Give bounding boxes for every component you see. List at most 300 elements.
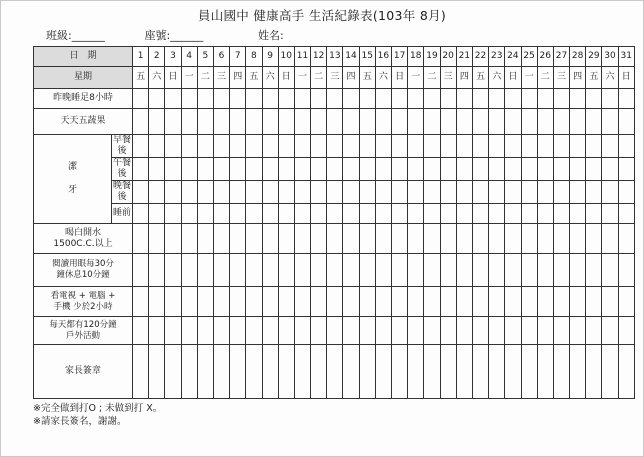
entry-cell[interactable] [262, 254, 278, 287]
entry-cell[interactable] [165, 224, 181, 254]
entry-cell[interactable] [294, 287, 310, 317]
entry-cell[interactable] [602, 345, 618, 399]
entry-cell[interactable] [359, 135, 375, 158]
entry-cell[interactable] [327, 89, 343, 109]
entry-cell[interactable] [489, 317, 505, 345]
entry-cell[interactable] [472, 287, 488, 317]
entry-cell[interactable] [213, 317, 229, 345]
entry-cell[interactable] [553, 135, 569, 158]
entry-cell[interactable] [489, 135, 505, 158]
entry-cell[interactable] [359, 89, 375, 109]
entry-cell[interactable] [181, 158, 197, 181]
entry-cell[interactable] [165, 345, 181, 399]
entry-cell[interactable] [311, 109, 327, 135]
entry-cell[interactable] [440, 135, 456, 158]
entry-cell[interactable] [246, 135, 262, 158]
entry-cell[interactable] [294, 181, 310, 204]
entry-cell[interactable] [586, 254, 602, 287]
entry-cell[interactable] [230, 109, 246, 135]
entry-cell[interactable] [424, 254, 440, 287]
entry-cell[interactable] [359, 345, 375, 399]
entry-cell[interactable] [392, 345, 408, 399]
entry-cell[interactable] [181, 181, 197, 204]
entry-cell[interactable] [505, 317, 521, 345]
entry-cell[interactable] [424, 345, 440, 399]
entry-cell[interactable] [537, 317, 553, 345]
entry-cell[interactable] [343, 287, 359, 317]
entry-cell[interactable] [537, 135, 553, 158]
entry-cell[interactable] [602, 204, 618, 224]
entry-cell[interactable] [230, 287, 246, 317]
entry-cell[interactable] [359, 204, 375, 224]
entry-cell[interactable] [521, 89, 537, 109]
entry-cell[interactable] [521, 287, 537, 317]
entry-cell[interactable] [197, 89, 213, 109]
entry-cell[interactable] [392, 204, 408, 224]
entry-cell[interactable] [294, 204, 310, 224]
entry-cell[interactable] [505, 224, 521, 254]
entry-cell[interactable] [570, 204, 586, 224]
entry-cell[interactable] [343, 158, 359, 181]
entry-cell[interactable] [505, 287, 521, 317]
entry-cell[interactable] [246, 181, 262, 204]
entry-cell[interactable] [440, 89, 456, 109]
entry-cell[interactable] [472, 89, 488, 109]
entry-cell[interactable] [602, 181, 618, 204]
entry-cell[interactable] [165, 89, 181, 109]
entry-cell[interactable] [505, 204, 521, 224]
entry-cell[interactable] [392, 89, 408, 109]
entry-cell[interactable] [586, 89, 602, 109]
entry-cell[interactable] [537, 254, 553, 287]
entry-cell[interactable] [570, 109, 586, 135]
entry-cell[interactable] [262, 109, 278, 135]
entry-cell[interactable] [262, 89, 278, 109]
entry-cell[interactable] [586, 158, 602, 181]
entry-cell[interactable] [375, 317, 391, 345]
entry-cell[interactable] [197, 224, 213, 254]
entry-cell[interactable] [472, 181, 488, 204]
entry-cell[interactable] [618, 204, 634, 224]
entry-cell[interactable] [602, 224, 618, 254]
entry-cell[interactable] [246, 109, 262, 135]
entry-cell[interactable] [618, 345, 634, 399]
entry-cell[interactable] [311, 317, 327, 345]
entry-cell[interactable] [521, 224, 537, 254]
entry-cell[interactable] [472, 135, 488, 158]
entry-cell[interactable] [165, 135, 181, 158]
entry-cell[interactable] [392, 317, 408, 345]
entry-cell[interactable] [278, 345, 294, 399]
entry-cell[interactable] [359, 158, 375, 181]
entry-cell[interactable] [553, 109, 569, 135]
entry-cell[interactable] [424, 181, 440, 204]
entry-cell[interactable] [213, 224, 229, 254]
entry-cell[interactable] [456, 254, 472, 287]
entry-cell[interactable] [618, 181, 634, 204]
entry-cell[interactable] [586, 287, 602, 317]
entry-cell[interactable] [149, 287, 165, 317]
entry-cell[interactable] [133, 158, 149, 181]
entry-cell[interactable] [311, 287, 327, 317]
entry-cell[interactable] [278, 254, 294, 287]
entry-cell[interactable] [343, 89, 359, 109]
entry-cell[interactable] [408, 317, 424, 345]
entry-cell[interactable] [392, 224, 408, 254]
entry-cell[interactable] [262, 135, 278, 158]
entry-cell[interactable] [165, 204, 181, 224]
entry-cell[interactable] [553, 204, 569, 224]
entry-cell[interactable] [618, 135, 634, 158]
entry-cell[interactable] [246, 158, 262, 181]
entry-cell[interactable] [213, 345, 229, 399]
entry-cell[interactable] [343, 135, 359, 158]
entry-cell[interactable] [375, 89, 391, 109]
entry-cell[interactable] [343, 345, 359, 399]
entry-cell[interactable] [408, 181, 424, 204]
entry-cell[interactable] [456, 204, 472, 224]
entry-cell[interactable] [181, 224, 197, 254]
entry-cell[interactable] [133, 254, 149, 287]
entry-cell[interactable] [246, 89, 262, 109]
entry-cell[interactable] [440, 158, 456, 181]
entry-cell[interactable] [424, 135, 440, 158]
entry-cell[interactable] [521, 135, 537, 158]
entry-cell[interactable] [311, 254, 327, 287]
entry-cell[interactable] [440, 181, 456, 204]
entry-cell[interactable] [472, 204, 488, 224]
entry-cell[interactable] [456, 158, 472, 181]
entry-cell[interactable] [408, 109, 424, 135]
entry-cell[interactable] [327, 135, 343, 158]
entry-cell[interactable] [375, 224, 391, 254]
entry-cell[interactable] [181, 135, 197, 158]
entry-cell[interactable] [489, 345, 505, 399]
entry-cell[interactable] [570, 158, 586, 181]
entry-cell[interactable] [197, 158, 213, 181]
entry-cell[interactable] [294, 317, 310, 345]
entry-cell[interactable] [213, 89, 229, 109]
entry-cell[interactable] [570, 254, 586, 287]
entry-cell[interactable] [505, 345, 521, 399]
entry-cell[interactable] [133, 317, 149, 345]
entry-cell[interactable] [440, 317, 456, 345]
entry-cell[interactable] [586, 224, 602, 254]
entry-cell[interactable] [133, 181, 149, 204]
entry-cell[interactable] [278, 317, 294, 345]
entry-cell[interactable] [440, 224, 456, 254]
entry-cell[interactable] [408, 204, 424, 224]
entry-cell[interactable] [359, 109, 375, 135]
entry-cell[interactable] [505, 109, 521, 135]
entry-cell[interactable] [213, 158, 229, 181]
entry-cell[interactable] [618, 89, 634, 109]
entry-cell[interactable] [472, 254, 488, 287]
entry-cell[interactable] [181, 254, 197, 287]
entry-cell[interactable] [343, 181, 359, 204]
entry-cell[interactable] [230, 204, 246, 224]
entry-cell[interactable] [327, 287, 343, 317]
entry-cell[interactable] [262, 287, 278, 317]
entry-cell[interactable] [602, 158, 618, 181]
entry-cell[interactable] [246, 204, 262, 224]
entry-cell[interactable] [408, 135, 424, 158]
entry-cell[interactable] [375, 109, 391, 135]
entry-cell[interactable] [472, 224, 488, 254]
entry-cell[interactable] [570, 224, 586, 254]
entry-cell[interactable] [311, 345, 327, 399]
entry-cell[interactable] [197, 109, 213, 135]
entry-cell[interactable] [392, 158, 408, 181]
entry-cell[interactable] [262, 317, 278, 345]
entry-cell[interactable] [246, 254, 262, 287]
entry-cell[interactable] [133, 287, 149, 317]
entry-cell[interactable] [294, 254, 310, 287]
entry-cell[interactable] [246, 345, 262, 399]
entry-cell[interactable] [618, 317, 634, 345]
entry-cell[interactable] [537, 181, 553, 204]
entry-cell[interactable] [246, 224, 262, 254]
entry-cell[interactable] [230, 89, 246, 109]
entry-cell[interactable] [521, 181, 537, 204]
entry-cell[interactable] [343, 317, 359, 345]
entry-cell[interactable] [278, 158, 294, 181]
entry-cell[interactable] [165, 109, 181, 135]
entry-cell[interactable] [278, 89, 294, 109]
entry-cell[interactable] [149, 254, 165, 287]
entry-cell[interactable] [375, 181, 391, 204]
entry-cell[interactable] [440, 204, 456, 224]
entry-cell[interactable] [246, 317, 262, 345]
entry-cell[interactable] [586, 204, 602, 224]
entry-cell[interactable] [149, 224, 165, 254]
entry-cell[interactable] [294, 109, 310, 135]
entry-cell[interactable] [375, 345, 391, 399]
entry-cell[interactable] [586, 317, 602, 345]
entry-cell[interactable] [359, 224, 375, 254]
entry-cell[interactable] [472, 317, 488, 345]
entry-cell[interactable] [618, 224, 634, 254]
entry-cell[interactable] [375, 287, 391, 317]
entry-cell[interactable] [359, 317, 375, 345]
entry-cell[interactable] [181, 109, 197, 135]
name-field[interactable]: 姓名: [258, 29, 284, 42]
entry-cell[interactable] [294, 135, 310, 158]
entry-cell[interactable] [133, 204, 149, 224]
entry-cell[interactable] [375, 204, 391, 224]
entry-cell[interactable] [456, 89, 472, 109]
entry-cell[interactable] [278, 224, 294, 254]
entry-cell[interactable] [489, 181, 505, 204]
entry-cell[interactable] [197, 345, 213, 399]
entry-cell[interactable] [343, 204, 359, 224]
class-field[interactable]: 班級:______ [46, 29, 105, 42]
entry-cell[interactable] [278, 204, 294, 224]
entry-cell[interactable] [505, 89, 521, 109]
entry-cell[interactable] [521, 317, 537, 345]
entry-cell[interactable] [149, 317, 165, 345]
entry-cell[interactable] [230, 158, 246, 181]
entry-cell[interactable] [278, 181, 294, 204]
entry-cell[interactable] [311, 204, 327, 224]
entry-cell[interactable] [262, 158, 278, 181]
entry-cell[interactable] [230, 181, 246, 204]
entry-cell[interactable] [133, 345, 149, 399]
entry-cell[interactable] [246, 287, 262, 317]
entry-cell[interactable] [489, 109, 505, 135]
entry-cell[interactable] [343, 224, 359, 254]
entry-cell[interactable] [230, 224, 246, 254]
entry-cell[interactable] [570, 287, 586, 317]
entry-cell[interactable] [618, 287, 634, 317]
entry-cell[interactable] [618, 109, 634, 135]
entry-cell[interactable] [424, 204, 440, 224]
entry-cell[interactable] [521, 254, 537, 287]
entry-cell[interactable] [294, 345, 310, 399]
entry-cell[interactable] [278, 135, 294, 158]
entry-cell[interactable] [456, 135, 472, 158]
entry-cell[interactable] [553, 345, 569, 399]
entry-cell[interactable] [327, 345, 343, 399]
entry-cell[interactable] [553, 181, 569, 204]
entry-cell[interactable] [618, 158, 634, 181]
entry-cell[interactable] [133, 224, 149, 254]
entry-cell[interactable] [553, 158, 569, 181]
entry-cell[interactable] [311, 224, 327, 254]
entry-cell[interactable] [392, 135, 408, 158]
entry-cell[interactable] [408, 254, 424, 287]
entry-cell[interactable] [553, 287, 569, 317]
entry-cell[interactable] [408, 287, 424, 317]
entry-cell[interactable] [440, 109, 456, 135]
entry-cell[interactable] [343, 109, 359, 135]
entry-cell[interactable] [505, 181, 521, 204]
entry-cell[interactable] [294, 158, 310, 181]
entry-cell[interactable] [456, 181, 472, 204]
entry-cell[interactable] [230, 135, 246, 158]
entry-cell[interactable] [586, 181, 602, 204]
entry-cell[interactable] [489, 89, 505, 109]
entry-cell[interactable] [213, 109, 229, 135]
entry-cell[interactable] [570, 317, 586, 345]
entry-cell[interactable] [408, 158, 424, 181]
entry-cell[interactable] [456, 345, 472, 399]
entry-cell[interactable] [311, 158, 327, 181]
entry-cell[interactable] [521, 109, 537, 135]
entry-cell[interactable] [375, 158, 391, 181]
entry-cell[interactable] [570, 345, 586, 399]
entry-cell[interactable] [489, 287, 505, 317]
entry-cell[interactable] [521, 204, 537, 224]
entry-cell[interactable] [359, 181, 375, 204]
entry-cell[interactable] [602, 89, 618, 109]
entry-cell[interactable] [505, 254, 521, 287]
entry-cell[interactable] [440, 254, 456, 287]
entry-cell[interactable] [424, 89, 440, 109]
entry-cell[interactable] [456, 109, 472, 135]
entry-cell[interactable] [311, 135, 327, 158]
entry-cell[interactable] [424, 317, 440, 345]
entry-cell[interactable] [602, 287, 618, 317]
entry-cell[interactable] [213, 254, 229, 287]
entry-cell[interactable] [181, 287, 197, 317]
entry-cell[interactable] [213, 135, 229, 158]
entry-cell[interactable] [327, 204, 343, 224]
entry-cell[interactable] [489, 254, 505, 287]
entry-cell[interactable] [472, 109, 488, 135]
entry-cell[interactable] [472, 345, 488, 399]
entry-cell[interactable] [230, 317, 246, 345]
entry-cell[interactable] [586, 345, 602, 399]
entry-cell[interactable] [149, 181, 165, 204]
entry-cell[interactable] [456, 224, 472, 254]
entry-cell[interactable] [230, 254, 246, 287]
entry-cell[interactable] [537, 109, 553, 135]
entry-cell[interactable] [602, 254, 618, 287]
entry-cell[interactable] [262, 224, 278, 254]
entry-cell[interactable] [262, 181, 278, 204]
entry-cell[interactable] [424, 158, 440, 181]
entry-cell[interactable] [392, 254, 408, 287]
entry-cell[interactable] [181, 345, 197, 399]
entry-cell[interactable] [327, 317, 343, 345]
entry-cell[interactable] [521, 158, 537, 181]
entry-cell[interactable] [392, 109, 408, 135]
entry-cell[interactable] [165, 287, 181, 317]
entry-cell[interactable] [262, 204, 278, 224]
entry-cell[interactable] [602, 109, 618, 135]
entry-cell[interactable] [311, 89, 327, 109]
entry-cell[interactable] [618, 254, 634, 287]
entry-cell[interactable] [327, 224, 343, 254]
entry-cell[interactable] [586, 135, 602, 158]
entry-cell[interactable] [359, 254, 375, 287]
entry-cell[interactable] [570, 89, 586, 109]
entry-cell[interactable] [294, 89, 310, 109]
entry-cell[interactable] [602, 317, 618, 345]
entry-cell[interactable] [392, 181, 408, 204]
entry-cell[interactable] [181, 317, 197, 345]
entry-cell[interactable] [213, 204, 229, 224]
entry-cell[interactable] [149, 135, 165, 158]
entry-cell[interactable] [343, 254, 359, 287]
entry-cell[interactable] [553, 224, 569, 254]
entry-cell[interactable] [375, 135, 391, 158]
entry-cell[interactable] [537, 224, 553, 254]
entry-cell[interactable] [553, 89, 569, 109]
entry-cell[interactable] [375, 254, 391, 287]
entry-cell[interactable] [181, 204, 197, 224]
entry-cell[interactable] [456, 287, 472, 317]
entry-cell[interactable] [230, 345, 246, 399]
entry-cell[interactable] [570, 135, 586, 158]
entry-cell[interactable] [197, 287, 213, 317]
entry-cell[interactable] [424, 287, 440, 317]
entry-cell[interactable] [133, 135, 149, 158]
entry-cell[interactable] [553, 254, 569, 287]
entry-cell[interactable] [505, 135, 521, 158]
entry-cell[interactable] [149, 158, 165, 181]
entry-cell[interactable] [327, 109, 343, 135]
entry-cell[interactable] [440, 287, 456, 317]
entry-cell[interactable] [489, 204, 505, 224]
entry-cell[interactable] [424, 224, 440, 254]
entry-cell[interactable] [602, 135, 618, 158]
entry-cell[interactable] [408, 89, 424, 109]
entry-cell[interactable] [408, 345, 424, 399]
entry-cell[interactable] [213, 287, 229, 317]
entry-cell[interactable] [537, 345, 553, 399]
